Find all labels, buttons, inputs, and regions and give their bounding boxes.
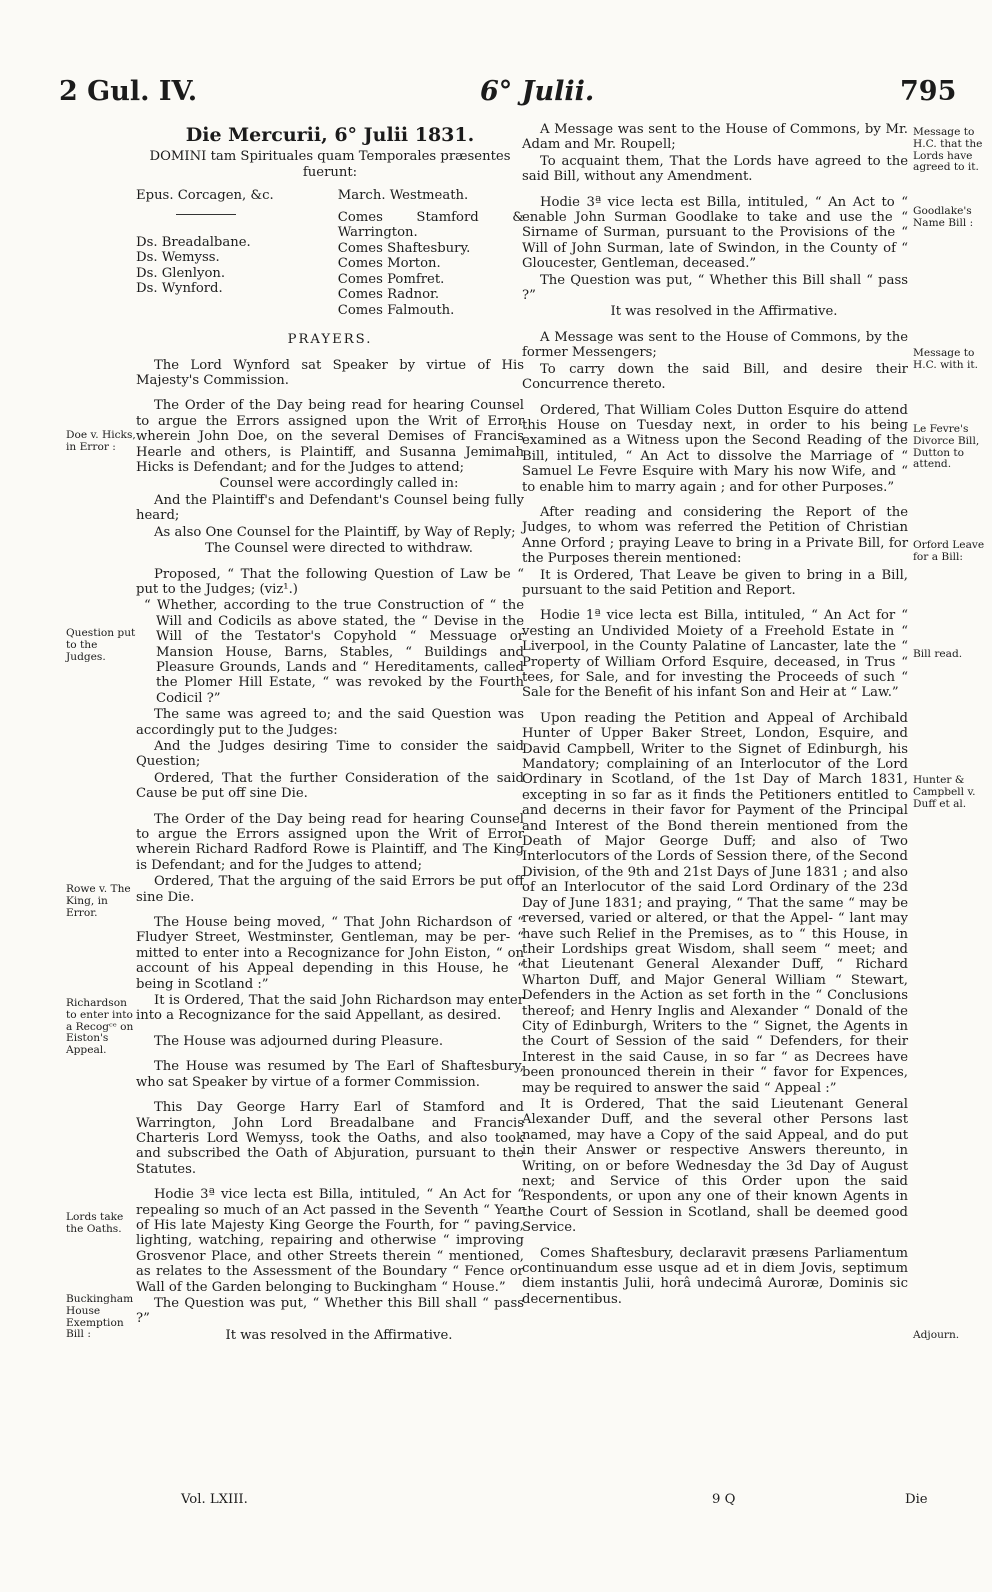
prayers-heading: PRAYERS.: [287, 332, 373, 348]
signature-mark: 9 Q: [712, 1492, 736, 1507]
entry-hunter: [522, 711, 908, 1236]
paragraph: The House was resumed by The Earl of Shaftesbury, who sat Speaker by virtue of a former Commission.: [136, 1059, 524, 1090]
lord-name: Comes Morton.: [337, 256, 441, 272]
paragraph: The House being moved, “ That John Richardson of “ Fludyer Street, Westminster, Gentleman, may be per- “ mitted to enter into a Recognizance for John Eiston, “ on account of his Appeal depending in this House, he “ being in Scotland :”: [136, 915, 524, 992]
lord-name: Comes Shaftesbury.: [337, 240, 471, 256]
paragraph: Ordered, That the arguing of the said Errors be put off sine Die.: [136, 874, 524, 905]
paragraph: Comes Shaftesbury, declaravit præsens Parliamentum continuandum esse usque ad et in diem Jovis, septimum diem instantis Julii, horâ undecimâ Auroræ, Dominis sic decernentibus.: [522, 1245, 908, 1307]
paragraph: Hodie 3ª vice lecta est Billa, intituled, “ An Act for “ repealing so much of an Act passed in the Seventh “ Year of His late Majesty King George the Fourth, for “ paving, lighting, watching, repairing and otherwise “ improving Grosvenor Place, and other Streets therein “ mentioned, as relates to the Assessment of the Boundary “ Fence or Wall of the Garden belonging to Buckingham “ House.”: [136, 1187, 524, 1295]
paragraph: The Order of the Day being read for hearing Counsel to argue the Errors assigned upon the Writ of Error wherein Richard Radford Rowe is Plaintiff, and The King is Defendant; and for the Judges to attend;: [136, 811, 524, 873]
paragraph: Upon reading the Petition and Appeal of Archibald Hunter of Upper Baker Street, London, Esquire, and David Campbell, Writer to the Signet of Edinburgh, his Mandatory; complaining of an Interlocutor of the Lord Ordinary in Scotland, of the 1st Day of March 1831, excepting in so far as it finds the Petitioners entitled to and decerns in their favor for Payment of the Principal and Interest of the Bond therein mentioned from the Death of Major George Duff; and also of Two Interlocutors of the Lords of Session there, of the Second Division, of the 9th and 21st Days of June 1831 ; and also of an Interlocutor of the said Lord Ordinary of the 23d Day of June 1831; and praying, “ That the same “ may be reversed, varied or altered, or that the Appel- “ lant may have such Relief in the Premises, as to “ this House, in their Lordships great Wisdom, shall seem “ meet; and that Lieutenant General Alexander Duff, “ Richard Wharton Duff, and Major General William “ Stewart, Defenders in the Action as set forth in the “ Conclusions thereof; and Henry Inglis and Alexander “ Donald of the City of Edinburgh, Writers to the “ Signet, the Agents in the Court of Session of the said “ Defenders, for their Interest in the said Cause, in so far “ as Decrees have been pronounced therein in their “ favor for Expences, may be required to answer the said “ Appeal :”: [522, 710, 908, 1096]
paragraph: After reading and considering the Report of the Judges, to whom was referred the Petition of Christian Anne Orford ; praying Leave to bring in a Private Bill, for the Purposes therein mentioned:: [522, 504, 908, 567]
margin-note: Lords take the Oaths.: [66, 1211, 124, 1235]
paragraph: And the Judges desiring Time to consider the said Question;: [136, 738, 524, 770]
paragraph: It is Ordered, That Leave be given to bring in a Bill, pursuant to the said Petition and Report.: [522, 567, 908, 598]
paragraph: Ordered, That the further Consideration of the said Cause be put off sine Die.: [136, 770, 524, 802]
entry-question: [136, 567, 524, 802]
attendance-heading: DOMINI tam Spirituales quam Temporales præsentes fuerunt:: [149, 149, 511, 180]
paragraph: Proposed, “ That the following Question of Law be “ put to the Judges; (viz¹.): [136, 566, 524, 597]
lord-name: Ds. Wemyss.: [136, 250, 220, 266]
entry-doe-v-hicks: [136, 398, 524, 556]
volume-footer: Vol. LXIII.: [181, 1492, 248, 1507]
paragraph: A Message was sent to the House of Commons, by Mr. Adam and Mr. Roupell;: [522, 122, 908, 153]
margin-note: Adjourn.: [913, 1329, 960, 1341]
margin-note: Doe v. Hicks, in Error :: [66, 429, 136, 453]
paragraph: The same was agreed to; and the said Question was accordingly put to the Judges:: [136, 707, 524, 738]
margin-note: Buckingham House Exemption Bill :: [66, 1293, 134, 1341]
attendance-right: [338, 188, 524, 318]
attendance-left: [136, 188, 314, 318]
lord-name: Ds. Wynford.: [136, 281, 223, 297]
right-column: [522, 122, 908, 1317]
header-date: 6° Julii.: [480, 76, 595, 107]
margin-note: Le Fevre's Divorce Bill, Dutton to attend.: [913, 423, 980, 471]
paragraph: Hodie 3ª vice lecta est Billa, intituled, “ An Act to “ enable John Surman Goodlake to take and use the “ Sirname of Surman, pursuant to the Provisions of the “ Will of John Surman, late of Swindon, in the County of “ Gloucester, Gentleman, deceased.”: [522, 194, 908, 272]
entry-buckingham: [136, 1187, 524, 1343]
entry-richardson: [136, 915, 524, 1024]
paragraph: To carry down the said Bill, and desire their Concurrence thereto.: [522, 361, 908, 393]
lord-name: Comes Stamford & Warrington.: [337, 209, 524, 241]
page-title: Die Mercurii, 6° Julii 1831.: [185, 124, 475, 146]
paragraph: Counsel were accordingly called in:: [219, 476, 459, 492]
paragraph: The Order of the Day being read for hearing Counsel to argue the Errors assigned upon the Writ of Error wherein John Doe, on the several Demises of Francis Hearle and others, is Plaintiff, and Susanna Jemimah Hicks is Defendant; and for the Judges to attend;: [136, 398, 524, 476]
paragraph: “ Whether, according to the true Construction of “ the Will and Codicils as above stated, the “ Devise in the Will of the Testator's Copyhold “ Messuage or Mansion House, Barns, Stables, “ Buildings and Pleasure Grounds, Lands and “ Hereditaments, called the Plomer Hill Estate, “ was revoked by the Fourth Codicil ?”: [144, 598, 524, 706]
entry-rowe-v-king: [136, 812, 524, 905]
margin-note: Bill read.: [913, 648, 963, 660]
speaker-note: The Lord Wynford sat Speaker by virtue of His Majesty's Commission.: [136, 357, 524, 389]
paragraph: Ordered, That William Coles Dutton Esquire do attend this House on Tuesday next, in order to his being examined as a Witness upon the Second Reading of the Bill, intituled, “ An Act to dissolve the Marriage of “ Samuel Le Fevre Esquire with Mary his now Wife, and “ to enable him to marry again ; and for other Purposes.”: [522, 402, 908, 495]
margin-note: Orford Leave for a Bill:: [913, 539, 985, 563]
lord-name: Epus. Corcagen, &c.: [136, 188, 274, 204]
lord-name: Ds. Glenlyon.: [136, 265, 226, 281]
lord-name: Comes Radnor.: [337, 287, 440, 303]
paragraph: The Question was put, “ Whether this Bill shall “ pass ?”: [136, 1295, 524, 1327]
paragraph: It is Ordered, That the said John Richardson may enter into a Recognizance for the said Appellant, as desired.: [136, 993, 524, 1024]
paragraph: As also One Counsel for the Plaintiff, by Way of Reply;: [154, 524, 516, 540]
left-column: [136, 122, 524, 1353]
paragraph: To acquaint them, That the Lords have agreed to the said Bill, without any Amendment.: [522, 153, 908, 185]
entry-message-2: [522, 330, 908, 393]
entry-goodlake: [522, 195, 908, 320]
margin-note: Richardson to enter into a Recogᶜᵉ on Eiston's Appeal.: [66, 997, 134, 1057]
paragraph: The Question was put, “ Whether this Bill shall “ pass ?”: [522, 272, 908, 304]
lord-name: March. Westmeath.: [337, 188, 469, 204]
lord-name: Comes Falmouth.: [337, 302, 455, 318]
catchword: Die: [905, 1492, 928, 1507]
margin-note: Goodlake's Name Bill :: [913, 205, 974, 229]
entry-orford: [522, 505, 908, 598]
attendance-list: [136, 188, 524, 318]
paragraph: This Day George Harry Earl of Stamford and Warrington, John Lord Breadalbane and Francis Charteris Lord Wemyss, took the Oaths, and also took and subscribed the Oath of Abjuration, pursuant to the Statutes.: [136, 1100, 524, 1177]
paragraph: The House was adjourned during Pleasure.: [154, 1033, 444, 1049]
margin-note: Message to H.C. that the Lords have agreed to it.: [913, 126, 983, 174]
margin-note: Question put to the Judges.: [66, 627, 136, 663]
paragraph: And the Plaintiff's and Defendant's Counsel being fully heard;: [136, 492, 524, 524]
page-number: 795: [900, 76, 957, 107]
paragraph: The Counsel were directed to withdraw.: [205, 541, 473, 557]
entry-message-1: [522, 122, 908, 185]
paragraph: It was resolved in the Affirmative.: [225, 1327, 453, 1343]
paragraph: Hodie 1ª vice lecta est Billa, intituled, “ An Act for “ vesting an Undivided Moiety of a Freehold Estate in “ Liverpool, in the County Palatine of Lancaster, late the “ Property of William Orford Esquire, deceased, in Trus “ tees, for Sale, and for investing the Proceeds of such “ Sale for the Benefit of his infant Son and Heir at “ Law.”: [522, 608, 908, 701]
margin-note: Message to H.C. with it.: [913, 347, 978, 371]
margin-note: Hunter & Campbell v. Duff et al.: [913, 774, 976, 810]
lord-name: Comes Pomfret.: [337, 271, 445, 287]
margin-note: Rowe v. The King, in Error.: [66, 883, 131, 919]
header-volume: 2 Gul. IV.: [59, 76, 198, 107]
paragraph: It was resolved in the Affirmative.: [610, 304, 838, 320]
lord-name: Ds. Breadalbane.: [136, 234, 251, 250]
paragraph: It is Ordered, That the said Lieutenant General Alexander Duff, and the several other Persons last named, may have a Copy of the said Appeal, and do put in their Answer or respective Answers thereunto, in Writing, on or before Wednesday the 3d Day of August next; and Service of this Order upon the said Respondents, or upon any one of their known Agents in the Court of Session in Scotland, shall be deemed good Service.: [522, 1096, 908, 1236]
paragraph: A Message was sent to the House of Commons, by the former Messengers;: [522, 329, 908, 361]
divider: [176, 214, 236, 215]
